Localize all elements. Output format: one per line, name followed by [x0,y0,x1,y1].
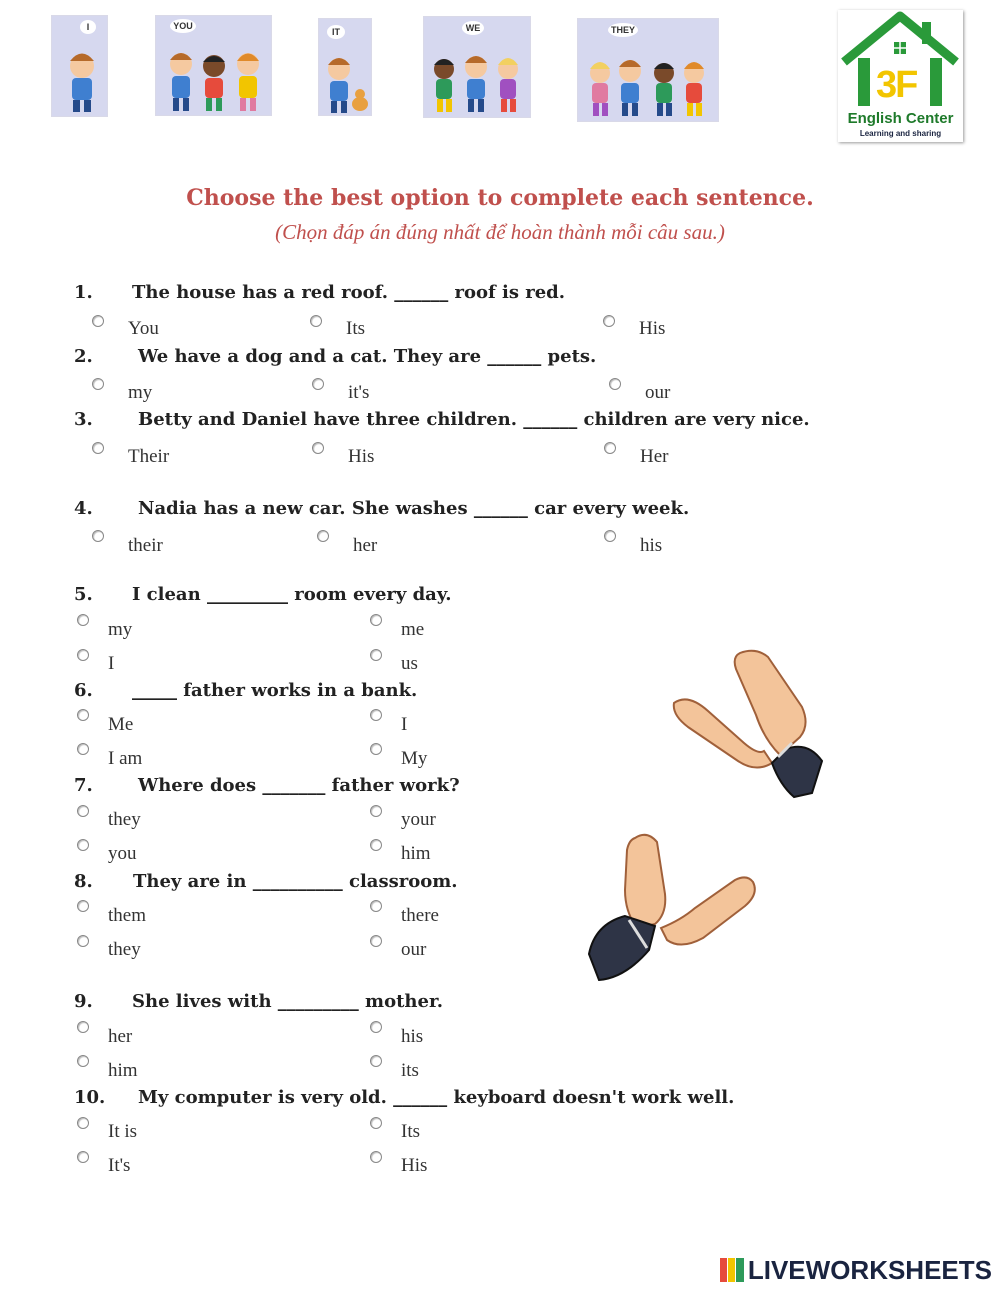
option-radio[interactable] [609,378,621,390]
option-radio[interactable] [77,935,89,947]
question-number: 1. [74,282,93,303]
option-label: her [353,535,378,556]
option-radio[interactable] [370,649,382,661]
option-radio[interactable] [370,1021,382,1033]
option-label: they [108,809,141,830]
pronoun-card-i [51,15,108,117]
question-number: 10. [74,1087,106,1108]
question-text: She lives with _________ mother. [132,991,444,1012]
option-radio[interactable] [370,1117,382,1129]
question-number: 2. [74,346,93,367]
option-label: its [401,1060,419,1081]
option-radio[interactable] [92,530,104,542]
speech-bubble: I [80,20,96,34]
option-radio[interactable] [370,839,382,851]
question-number: 9. [74,991,93,1012]
option-label: his [640,535,663,556]
question-text: Nadia has a new car. She washes ______ car every week. [138,498,690,519]
question-text: The house has a red roof. ______ roof is red. [132,282,566,303]
clapping-hands-icon [585,828,760,986]
option-label: him [108,1060,138,1081]
pronoun-card-we [423,16,531,118]
option-label: I am [108,748,143,769]
option-radio[interactable] [370,614,382,626]
question-text: We have a dog and a cat. They are ______ pets. [138,346,597,367]
option-radio[interactable] [77,1151,89,1163]
option-label: their [128,535,163,556]
liveworksheets-brand [720,1255,992,1286]
option-radio[interactable] [604,442,616,454]
option-radio[interactable] [370,935,382,947]
option-label: Me [108,714,134,735]
option-radio[interactable] [92,315,104,327]
option-radio[interactable] [77,1117,89,1129]
option-radio[interactable] [370,1055,382,1067]
question-number: 6. [74,680,93,701]
option-label: my [128,382,153,403]
question-text: They are in __________ classroom. [133,871,458,892]
logo-tagline: Learning and sharing [859,129,942,138]
logo-name: English Center [847,110,954,127]
option-radio[interactable] [77,649,89,661]
option-label: It's [108,1155,131,1176]
option-label: My [401,748,428,769]
option-radio[interactable] [77,839,89,851]
option-label: they [108,939,141,960]
option-radio[interactable] [603,315,615,327]
option-label: me [401,619,425,640]
option-label: His [639,318,666,339]
option-label: you [108,843,137,864]
option-label: Its [346,318,365,339]
option-radio[interactable] [77,614,89,626]
option-label: our [401,939,427,960]
option-label: Her [640,446,669,467]
option-label: us [401,653,418,674]
option-label: I [401,714,408,735]
logo-brand: 3F [876,64,917,106]
speech-bubble: IT [327,25,345,39]
question-number: 5. [74,584,93,605]
question-text: I clean _________ room every day. [132,584,452,605]
option-radio[interactable] [92,442,104,454]
instructions-subtitle: (Chọn đáp án đúng nhất để hoàn thành mỗi câu sau.) [275,220,725,244]
option-radio[interactable] [77,1021,89,1033]
question-number: 8. [74,871,93,892]
option-radio[interactable] [370,743,382,755]
option-label: I [108,653,115,674]
option-label: his [401,1026,424,1047]
footer-brand-text: LIVEWORKSHEETS [747,1255,992,1285]
boy-illustration [52,16,107,116]
question-text: My computer is very old. ______ keyboard doesn't work well. [138,1087,735,1108]
question-text: _____ father works in a bank. [132,680,418,701]
question-number: 3. [74,409,93,430]
option-label: His [401,1155,428,1176]
option-radio[interactable] [312,442,324,454]
option-radio[interactable] [77,805,89,817]
option-radio[interactable] [77,900,89,912]
question-text: Betty and Daniel have three children. ______ children are very nice. [138,409,810,430]
option-label: Its [401,1121,420,1142]
question-text: Where does _______ father work? [138,775,460,796]
option-radio[interactable] [77,1055,89,1067]
option-label: it's [348,382,370,403]
option-radio[interactable] [370,805,382,817]
option-label: our [645,382,671,403]
liveworksheets-logo-icon [720,1258,744,1282]
option-radio[interactable] [92,378,104,390]
option-radio[interactable] [77,743,89,755]
option-label: His [348,446,375,467]
question-number: 7. [74,775,93,796]
option-label: your [401,809,436,830]
pronoun-card-they [577,18,719,122]
option-radio[interactable] [370,709,382,721]
option-radio[interactable] [317,530,329,542]
option-radio[interactable] [312,378,324,390]
english-center-logo [838,10,963,142]
option-label: them [108,905,146,926]
option-label: my [108,619,133,640]
option-radio[interactable] [310,315,322,327]
option-label: him [401,843,431,864]
option-label: Their [128,446,170,467]
option-radio[interactable] [370,900,382,912]
option-radio[interactable] [604,530,616,542]
speech-bubble: YOU [170,19,196,33]
option-label: there [401,905,439,926]
speech-bubble: THEY [608,23,638,37]
question-number: 4. [74,498,93,519]
option-radio[interactable] [77,709,89,721]
option-radio[interactable] [370,1151,382,1163]
pronoun-card-it [318,18,372,116]
pronoun-card-you [155,15,272,116]
clapping-hands-icon [668,645,828,800]
option-label: It is [108,1121,138,1142]
kids-illustration [578,19,718,121]
option-label: her [108,1026,133,1047]
instructions-title: Choose the best option to complete each sentence. [186,185,814,211]
speech-bubble: WE [462,21,484,35]
option-label: You [128,318,159,339]
